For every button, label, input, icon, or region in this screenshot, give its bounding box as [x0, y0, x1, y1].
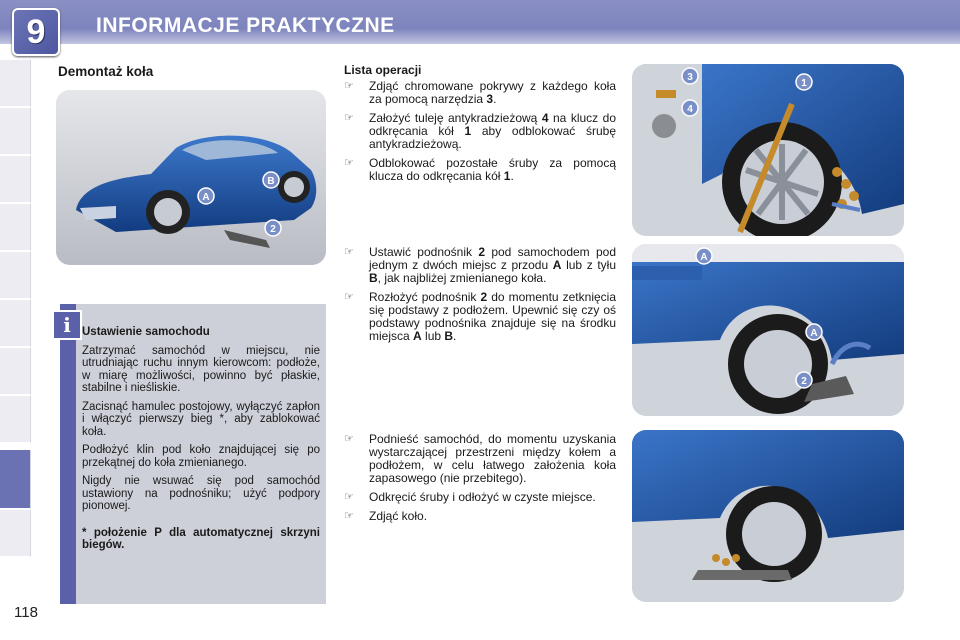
callout-A-label: A: [700, 252, 708, 263]
callout-1-icon: [796, 74, 812, 90]
side-tab-9-active[interactable]: [0, 450, 31, 509]
info-paragraph: Zacisnąć hamulec postojowy, wyłączyć zapłon i włączyć pierwszy bieg *, aby zablokować koła.: [82, 400, 320, 438]
car-lifted-illustration: [632, 430, 904, 602]
chapter-number: 9: [26, 13, 46, 51]
section-title: Demontaż koła: [58, 64, 154, 79]
info-paragraph: Nigdy nie wsuwać się pod samochód ustawiony na podnośniku; użyć podpory pionowej.: [82, 475, 320, 512]
operation-step: ☞ Odkręcić śruby i odłożyć w czyste miejsce.: [344, 490, 596, 504]
chapter-title: INFORMACJE PRAKTYCZNE: [96, 14, 395, 37]
callout-B-icon: [263, 172, 279, 188]
operation-step: ☞ Odblokować pozostałe śruby za pomocą klucza do odkręcania kół 1.: [344, 156, 616, 183]
pointing-hand-icon: ☞: [344, 433, 354, 445]
pointing-hand-icon: ☞: [344, 246, 354, 258]
callout-A-icon: [806, 324, 822, 340]
callout-2-label: 2: [801, 376, 807, 387]
callout-2-icon: [265, 220, 281, 236]
rim: [742, 502, 806, 566]
side-tab-3[interactable]: [0, 156, 31, 203]
jack-positioning-illustration: [632, 244, 904, 416]
pointing-hand-icon: ☞: [344, 157, 354, 169]
operations-group-2: [344, 246, 616, 349]
side-tab-8[interactable]: [0, 396, 31, 443]
header-divider: [0, 44, 960, 52]
callout-B-label: B: [267, 176, 275, 187]
callout-4-label: 4: [687, 104, 693, 115]
operation-step: ☞ Ustawić podnośnik 2 pod samochodem pod jednym z dwóch miejsc z przodu A lub z tyłu B, jak najbliżej zmienianego koła.: [344, 245, 616, 285]
pointing-hand-icon: ☞: [344, 112, 354, 124]
antitheft-socket-icon: [652, 114, 676, 138]
pointing-hand-icon: ☞: [344, 510, 354, 522]
callout-2-icon: [796, 372, 812, 388]
info-paragraph: Zatrzymać samochód w miejscu, nie utrudniając ruchu innym kierowcom: podłoże, w miarę możliwości, powinno być płaskie, stabilne i nieśliskie.: [82, 344, 320, 394]
chapter-badge: [12, 8, 60, 56]
operations-group-1: [344, 80, 616, 189]
operation-step: ☞ Zdjąć koło.: [344, 509, 428, 523]
callout-A-label: A: [202, 192, 210, 203]
wheel-bolts-illustration: [632, 64, 904, 236]
jack-icon: [692, 570, 792, 580]
operation-step: ☞ Założyć tuleję antykradzieżową 4 na klucz do odkręcania kół 1 aby odblokować śrubę antykradzieżową.: [344, 111, 616, 151]
callout-A-icon: [198, 188, 214, 204]
callout-3-label: 3: [687, 72, 693, 83]
info-note: * położenie P dla automatycznej skrzyni biegów.: [82, 526, 320, 551]
car-overview-illustration: [56, 90, 326, 265]
info-heading: Ustawienie samochodu: [82, 326, 210, 338]
callout-3-icon: [682, 68, 698, 84]
side-tab-1[interactable]: [0, 60, 31, 107]
side-tab-5[interactable]: [0, 252, 31, 299]
page-number: 118: [14, 604, 38, 621]
pointing-hand-icon: ☞: [344, 80, 354, 92]
info-icon: i: [52, 310, 82, 340]
info-box-content: [82, 326, 320, 558]
side-tab-2[interactable]: [0, 108, 31, 155]
callout-A-icon: [696, 248, 712, 264]
info-paragraph: Podłożyć klin pod koło znajdującej się po przekątnej do koła zmienianego.: [82, 444, 320, 469]
operation-step: ☞ Zdjąć chromowane pokrywy z każdego koła za pomocą narzędzia 3.: [344, 79, 616, 106]
callout-4-icon: [682, 100, 698, 116]
operation-step: ☞ Rozłożyć podnośnik 2 do momentu zetknięcia się podstawy z podłożem. Upewnić się czy oś podstawy podnośnika znajduje się na środku miejsca A lub B.: [344, 290, 616, 343]
side-tab-10[interactable]: [0, 510, 31, 557]
side-tab-6[interactable]: [0, 300, 31, 347]
chapter-side-tabs: [0, 60, 34, 580]
callout-1-label: 1: [801, 78, 807, 89]
operations-group-3: [344, 433, 616, 529]
hubcap-tool-icon: [656, 90, 676, 98]
side-tab-4[interactable]: [0, 204, 31, 251]
operations-title: Lista operacji: [344, 63, 422, 77]
callout-2-label: 2: [270, 224, 276, 235]
operation-step: ☞ Podnieść samochód, do momentu uzyskania wystarczającej przestrzeni między kołem a podłożem, w celu łatwego założenia koła zapasowego (nie przebitego).: [344, 432, 616, 485]
side-tab-7[interactable]: [0, 348, 31, 395]
callout-A-label: A: [810, 328, 818, 339]
pointing-hand-icon: ☞: [344, 491, 354, 503]
pointing-hand-icon: ☞: [344, 291, 354, 303]
info-box-bar: [60, 304, 76, 604]
